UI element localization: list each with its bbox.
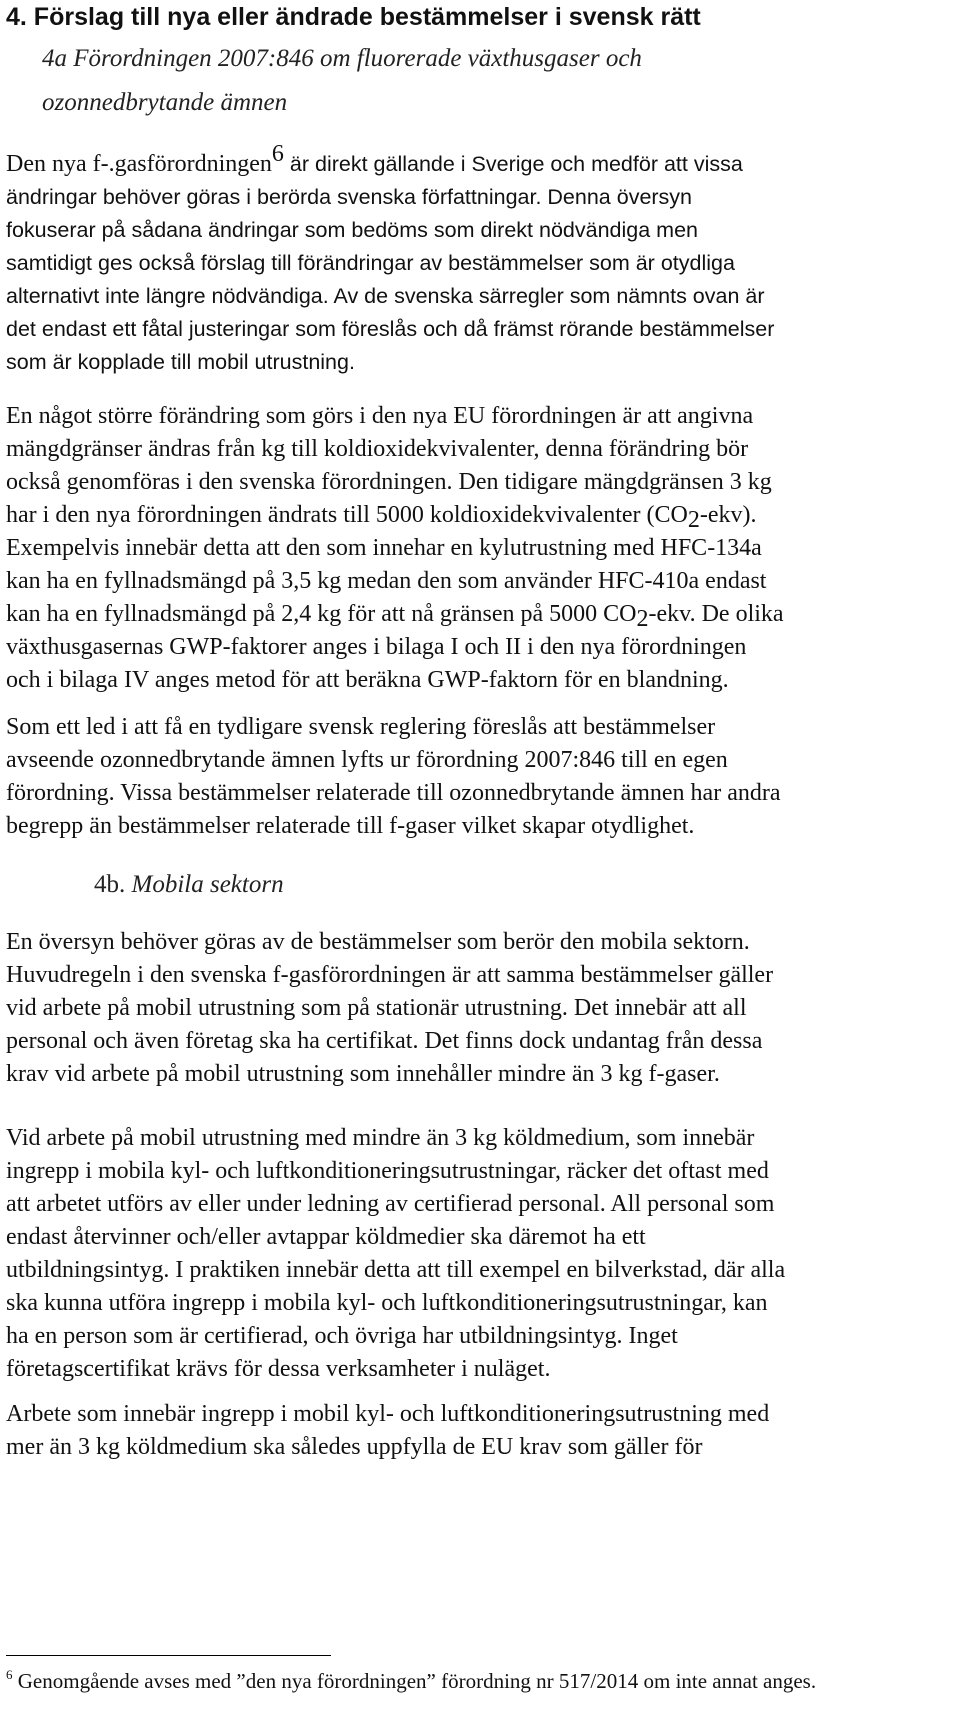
paragraph-1 [6, 141, 936, 379]
text-run: mer än 3 kg köldmedium ska således uppfylla de EU krav som gäller för [6, 1434, 703, 1460]
paragraph-4 [6, 926, 936, 1091]
text-line [6, 247, 936, 280]
subsection-number-4b: 4b. [94, 871, 126, 898]
text-run: kan ha en fyllnadsmängd på 3,5 kg medan den som använder HFC-410a endast [6, 568, 767, 594]
subsection-heading-4a-line2: ozonnedbrytande ämnen [42, 89, 288, 116]
text-run: fokuserar på sådana ändringar som bedöms som direkt nödvändiga men [6, 218, 698, 242]
text-run: har i den nya förordningen ändrats till 5000 koldioxidekvivalenter (CO [6, 502, 688, 528]
text-line [6, 499, 936, 532]
text-line [6, 664, 936, 697]
subscript: 2 [687, 507, 700, 533]
text-run: som är kopplade till mobil utrustning. [6, 350, 355, 374]
text-line [6, 598, 936, 631]
text-run: utbildningsintyg. I praktiken innebär detta att till exempel en bilverkstad, där alla [6, 1257, 786, 1283]
text-run: ändringar behöver göras i berörda svenska författningar. Denna översyn [6, 185, 693, 209]
text-line [6, 1221, 936, 1254]
text-line [6, 433, 936, 466]
footnote-number: 6 [6, 1667, 13, 1682]
text-line [6, 1254, 936, 1287]
text-line [6, 1188, 936, 1221]
subsection-heading-4a-line1: 4a Förordningen 2007:846 om fluorerade växthusgaser och [42, 45, 642, 72]
text-run: ha en person som är certifierad, och övriga har utbildningsintyg. Inget [6, 1323, 678, 1349]
text-line [6, 181, 936, 214]
paragraph-3 [6, 711, 936, 843]
text-line [6, 280, 936, 313]
text-line [6, 532, 936, 565]
text-run: -ekv. De olika [648, 601, 784, 627]
text-line [6, 400, 936, 433]
text-run: Exempelvis innebär detta att den som innehar en kylutrustning med HFC-134a [6, 535, 762, 561]
text-run: alternativt inte längre nödvändiga. Av de svenska särregler som nämnts ovan är [6, 284, 765, 308]
footnote-reference: 6 [271, 141, 284, 167]
text-run: det endast ett fåtal justeringar som föreslås och då främst rörande bestämmelser [6, 317, 775, 341]
text-line [6, 1320, 936, 1353]
text-line [6, 346, 936, 379]
text-line [6, 631, 936, 664]
text-line [6, 214, 936, 247]
text-run: mängdgränser ändras från kg till koldioxidekvivalenter, denna förändring bör [6, 436, 749, 462]
text-line [6, 1353, 936, 1386]
text-line [6, 141, 936, 181]
text-run: och i bilaga IV anges metod för att beräkna GWP-faktorn för en blandning. [6, 667, 729, 693]
text-run: begrepp än bestämmelser relaterade till f-gaser vilket skapar otydlighet. [6, 813, 695, 839]
text-run: företagscertifikat krävs för dessa verksamheter i nuläget. [6, 1356, 551, 1382]
text-line [6, 1431, 936, 1464]
text-line [6, 1155, 936, 1188]
text-run: kan ha en fyllnadsmängd på 2,4 kg för att nå gränsen på 5000 CO [6, 601, 637, 627]
paragraph-2 [6, 400, 936, 697]
text-run: Vid arbete på mobil utrustning med mindre än 3 kg köldmedium, som innebär [6, 1125, 755, 1151]
text-line [6, 1398, 936, 1431]
text-run: endast återvinner och/eller avtappar köldmedier ska däremot ha ett [6, 1224, 646, 1250]
section-heading: 4. Förslag till nya eller ändrade bestämmelser i svensk rätt [6, 3, 701, 31]
text-line [6, 1287, 936, 1320]
text-run: personal och även företag ska ha certifikat. Det finns dock undantag från dessa [6, 1028, 763, 1054]
text-run: förordning. Vissa bestämmelser relaterade till ozonnedbrytande ämnen har andra [6, 780, 781, 806]
text-run: samtidigt ges också förslag till förändringar av bestämmelser som är otydliga [6, 251, 735, 275]
text-run: växthusgasernas GWP-faktorer anges i bilaga I och II i den nya förordningen [6, 634, 747, 660]
paragraph-5 [6, 1122, 936, 1386]
text-line [6, 565, 936, 598]
text-line [6, 1122, 936, 1155]
text-run: också genomföras i den svenska förordningen. Den tidigare mängdgränsen 3 kg [6, 469, 772, 495]
text-line [6, 1025, 936, 1058]
text-line [6, 313, 936, 346]
text-run: att arbetet utförs av eller under ledning av certifierad personal. All personal som [6, 1191, 775, 1217]
text-line [6, 744, 936, 777]
text-run: -ekv). [699, 502, 757, 528]
footnote-text: Genomgående avses med ”den nya förordningen” förordning nr 517/2014 om inte annat anges. [12, 1669, 817, 1693]
paragraph-6 [6, 1398, 936, 1464]
subsection-title-4b: Mobila sektorn [131, 871, 284, 898]
text-run: Den nya f-.gasförordningen [6, 151, 272, 177]
text-line [6, 777, 936, 810]
footnote [6, 1666, 816, 1696]
text-run: ska kunna utföra ingrepp i mobila kyl- och luftkonditioneringsutrustningar, kan [6, 1290, 768, 1316]
text-run: är direkt gällande i Sverige och medför att vissa [283, 152, 743, 176]
text-line [6, 810, 936, 843]
subscript: 2 [636, 606, 649, 632]
text-run: ingrepp i mobila kyl- och luftkonditioneringsutrustningar, räcker det oftast med [6, 1158, 769, 1184]
text-line [6, 926, 936, 959]
text-line [6, 992, 936, 1025]
text-line [6, 959, 936, 992]
text-run: En något större förändring som görs i den nya EU förordningen är att angivna [6, 403, 754, 429]
text-run: Arbete som innebär ingrepp i mobil kyl- och luftkonditioneringsutrustning med [6, 1401, 770, 1427]
text-run: vid arbete på mobil utrustning som på stationär utrustning. Det innebär att all [6, 995, 747, 1021]
text-run: krav vid arbete på mobil utrustning som innehåller mindre än 3 kg f-gaser. [6, 1061, 720, 1087]
text-line [6, 466, 936, 499]
text-run: avseende ozonnedbrytande ämnen lyfts ur förordning 2007:846 till en egen [6, 747, 728, 773]
text-line [6, 711, 936, 744]
footnote-separator [6, 1655, 331, 1656]
text-run: Huvudregeln i den svenska f-gasförordningen är att samma bestämmelser gäller [6, 962, 774, 988]
text-run: Som ett led i att få en tydligare svensk reglering föreslås att bestämmelser [6, 714, 716, 740]
text-run: En översyn behöver göras av de bestämmelser som berör den mobila sektorn. [6, 929, 750, 955]
subsection-heading-4b [94, 868, 284, 902]
text-line [6, 1058, 936, 1091]
